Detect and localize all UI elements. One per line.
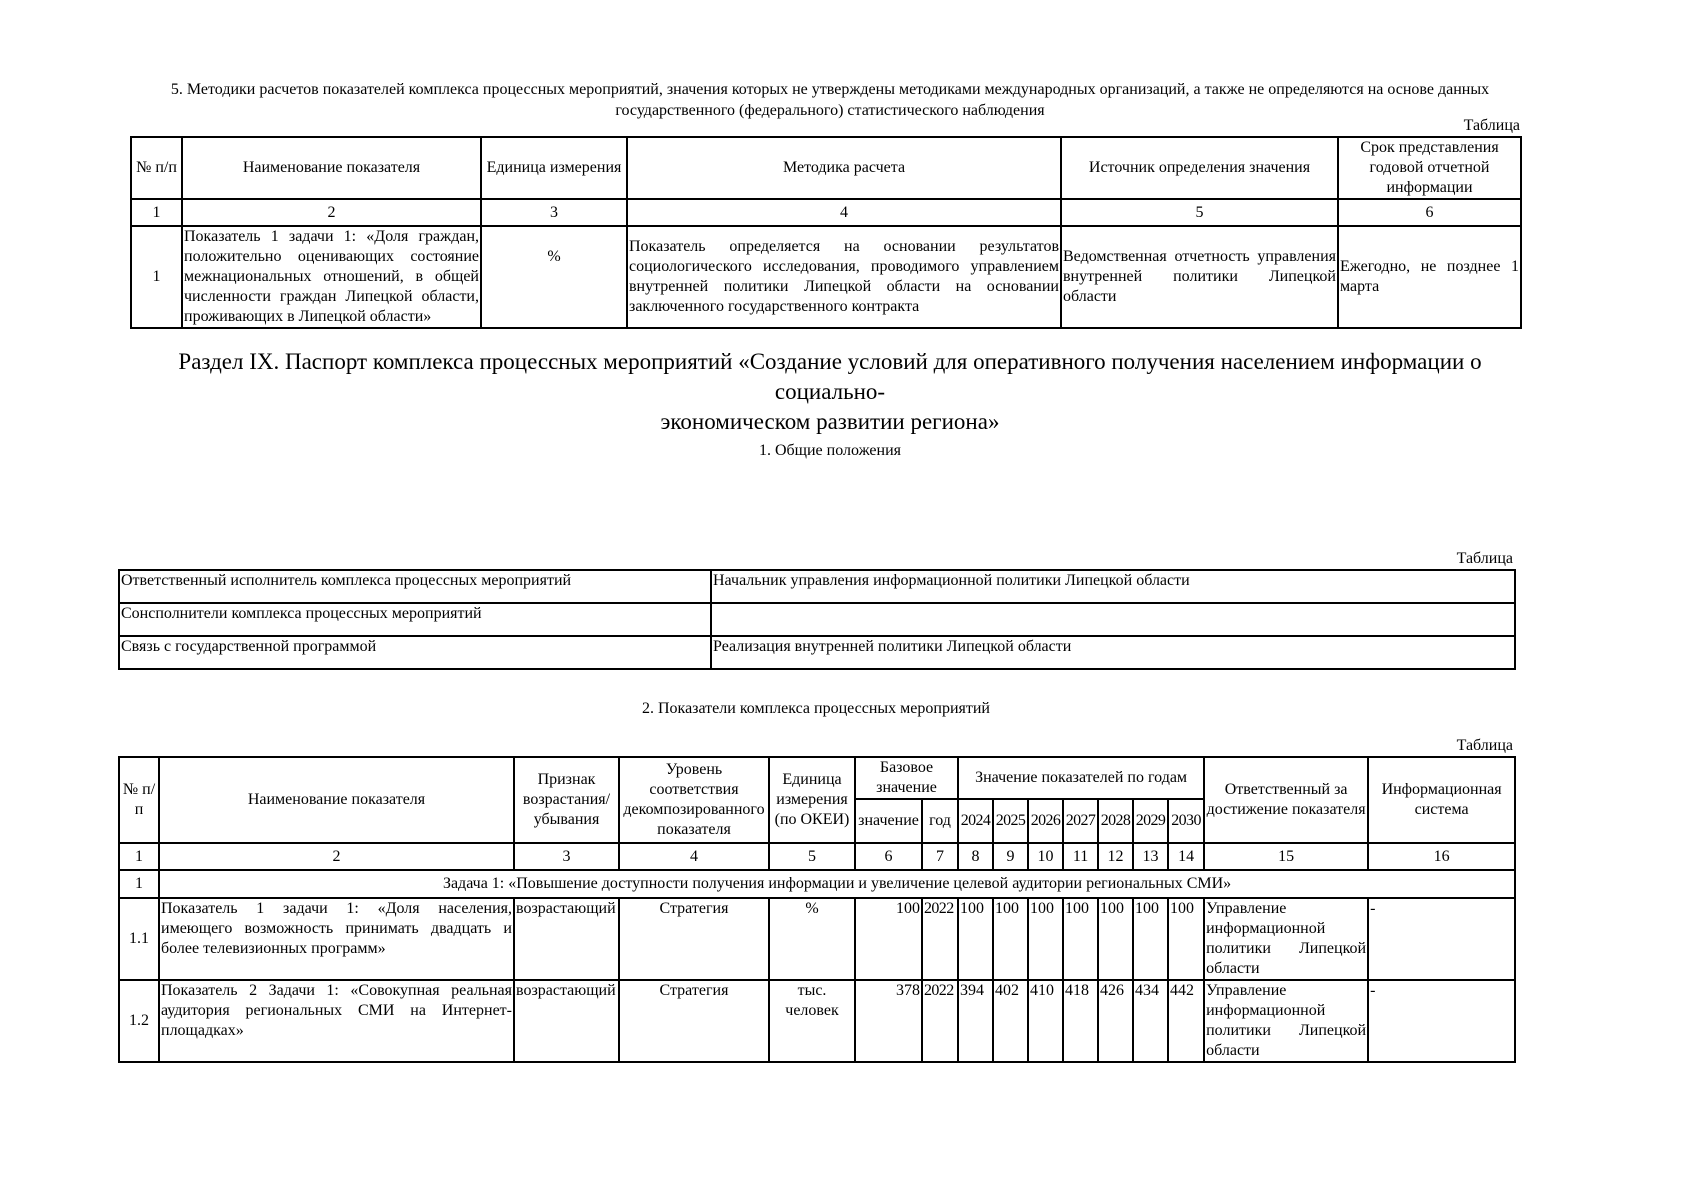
- indicators-header-level: Уровень соответствия декомпозированного показателя: [619, 757, 769, 843]
- methods-header-source: Источник определения значения: [1061, 137, 1338, 199]
- methods-colnum: 1: [131, 199, 182, 226]
- indicators-row-value: 442: [1168, 980, 1204, 1062]
- indicators-row-trend: возрастающий: [514, 980, 619, 1062]
- indicators-task-text: Задача 1: «Повышение доступности получения информации и увеличение целевой аудитории региональных СМИ»: [159, 870, 1515, 898]
- indicators-row-num: 1.1: [119, 898, 159, 980]
- indicators-colnum: 6: [855, 843, 922, 870]
- general-row-value: [711, 603, 1515, 636]
- indicators-colnum: 5: [769, 843, 855, 870]
- methods-table: [130, 136, 1522, 329]
- indicators-row-name: Показатель 1 задачи 1: «Доля населения, имеющего возможность принимать двадцать и более телевизионных программ»: [159, 898, 514, 980]
- indicators-header-year: 2025: [993, 799, 1028, 843]
- methods-colnum: 4: [627, 199, 1061, 226]
- indicators-row-value: 410: [1028, 980, 1063, 1062]
- methods-row-num: 1: [131, 226, 182, 328]
- indicators-row-unit: тыс. человек: [769, 980, 855, 1062]
- methods-caption-line1: 5. Методики расчетов показателей комплекса процессных мероприятий, значения которых не утверждены методиками международных организаций, а также не определяются на основе данных: [170, 81, 1490, 98]
- indicators-table-label: Таблица: [1456, 737, 1513, 754]
- indicators-row-value: 100: [958, 898, 993, 980]
- indicators-colnum: 10: [1028, 843, 1063, 870]
- indicators-table: [118, 756, 1516, 1063]
- indicators-header-year: 2030: [1168, 799, 1204, 843]
- indicators-header-years-group: Значение показателей по годам: [958, 757, 1204, 799]
- methods-caption-line2: государственного (федерального) статистического наблюдения: [615, 102, 1045, 119]
- methods-row-deadline: Ежегодно, не позднее 1 марта: [1338, 226, 1521, 328]
- indicators-row-value: 100: [1063, 898, 1098, 980]
- general-table-label: Таблица: [1456, 550, 1513, 567]
- indicators-row-level: Стратегия: [619, 898, 769, 980]
- indicators-row-value: 434: [1133, 980, 1168, 1062]
- methods-header-unit: Единица измерения: [481, 137, 627, 199]
- indicators-colnum: 2: [159, 843, 514, 870]
- methods-colnum: 2: [182, 199, 481, 226]
- general-row-label: Связь с государственной программой: [119, 636, 711, 669]
- indicators-row-value: 402: [993, 980, 1028, 1062]
- methods-row-source: Ведомственная отчетность управления внутренней политики Липецкой области: [1061, 226, 1338, 328]
- indicators-header-base-year: год: [922, 799, 958, 843]
- indicators-header-system: Информационная система: [1368, 757, 1515, 843]
- indicators-colnum: 8: [958, 843, 993, 870]
- indicators-row-trend: возрастающий: [514, 898, 619, 980]
- general-table: [118, 569, 1516, 670]
- indicators-task-num: 1: [119, 870, 159, 898]
- methods-row-unit: %: [481, 226, 627, 328]
- methods-colnum: 6: [1338, 199, 1521, 226]
- indicators-header-year: 2028: [1098, 799, 1133, 843]
- indicators-colnum: 1: [119, 843, 159, 870]
- indicators-header-trend: Признак возрастания/ убывания: [514, 757, 619, 843]
- indicators-row-value: 418: [1063, 980, 1098, 1062]
- indicators-colnum: 13: [1133, 843, 1168, 870]
- indicators-colnum: 11: [1063, 843, 1098, 870]
- general-row-label: Ответственный исполнитель комплекса процессных мероприятий: [119, 570, 711, 603]
- methods-header-num: № п/п: [131, 137, 182, 199]
- section-title-line1: Раздел IX. Паспорт комплекса процессных мероприятий «Создание условий для оперативного получения населением информации о социально-: [178, 349, 1482, 404]
- indicators-row-value: 100: [1098, 898, 1133, 980]
- indicators-row-base-year: 2022: [922, 980, 958, 1062]
- methods-header-name: Наименование показателя: [182, 137, 481, 199]
- indicators-colnum: 4: [619, 843, 769, 870]
- indicators-row-system: -: [1368, 980, 1515, 1062]
- indicators-colnum: 15: [1204, 843, 1368, 870]
- indicators-header-responsible: Ответственный за достижение показателя: [1204, 757, 1368, 843]
- methods-header-deadline: Срок представления годовой отчетной информации: [1338, 137, 1521, 199]
- methods-colnum: 5: [1061, 199, 1338, 226]
- methods-row-name: Показатель 1 задачи 1: «Доля граждан, положительно оценивающих состояние межнациональных отношений, в общей численности граждан Липецкой области, проживающих в Липецкой области»: [182, 226, 481, 328]
- indicators-caption: 2. Показатели комплекса процессных мероприятий: [641, 700, 990, 717]
- methods-header-method: Методика расчета: [627, 137, 1061, 199]
- indicators-row-base-value: 100: [855, 898, 922, 980]
- indicators-row-base-value: 378: [855, 980, 922, 1062]
- indicators-row-level: Стратегия: [619, 980, 769, 1062]
- indicators-row-value: 100: [1133, 898, 1168, 980]
- general-caption: 1. Общие положения: [758, 442, 902, 459]
- indicators-row-unit: %: [769, 898, 855, 980]
- indicators-row-value: 100: [993, 898, 1028, 980]
- indicators-colnum: 9: [993, 843, 1028, 870]
- general-row-value: Реализация внутренней политики Липецкой области: [711, 636, 1515, 669]
- indicators-header-base: Базовое значение: [855, 757, 958, 799]
- indicators-colnum: 14: [1168, 843, 1204, 870]
- general-row-value: Начальник управления информационной политики Липецкой области: [711, 570, 1515, 603]
- indicators-row-value: 394: [958, 980, 993, 1062]
- indicators-row-responsible: Управление информационной политики Липецкой области: [1204, 898, 1368, 980]
- indicators-row-system: -: [1368, 898, 1515, 980]
- indicators-header-year: 2027: [1063, 799, 1098, 843]
- indicators-row-value: 100: [1028, 898, 1063, 980]
- methods-row-method: Показатель определяется на основании результатов социологического исследования, проводимого управлением внутренней политики Липецкой области на основании заключенного государственного контракта: [627, 226, 1061, 328]
- indicators-row-responsible: Управление информационной политики Липецкой области: [1204, 980, 1368, 1062]
- indicators-row-name: Показатель 2 Задачи 1: «Совокупная реальная аудитория региональных СМИ на Интернет-площадках»: [159, 980, 514, 1062]
- indicators-header-base-value: значение: [855, 799, 922, 843]
- indicators-row-value: 100: [1168, 898, 1204, 980]
- indicators-header-unit: Единица измерения (по ОКЕИ): [769, 757, 855, 843]
- indicators-header-year: 2029: [1133, 799, 1168, 843]
- indicators-header-num: № п/п: [119, 757, 159, 843]
- indicators-header-year: 2024: [958, 799, 993, 843]
- indicators-header-name: Наименование показателя: [159, 757, 514, 843]
- indicators-header-year: 2026: [1028, 799, 1063, 843]
- indicators-row-value: 426: [1098, 980, 1133, 1062]
- indicators-colnum: 16: [1368, 843, 1515, 870]
- indicators-colnum: 3: [514, 843, 619, 870]
- indicators-row-base-year: 2022: [922, 898, 958, 980]
- methods-table-label: Таблица: [1463, 117, 1520, 134]
- indicators-colnum: 12: [1098, 843, 1133, 870]
- section-title-line2: экономическом развитии региона»: [660, 409, 1000, 434]
- general-row-label: Сонсполнители комплекса процессных мероприятий: [119, 603, 711, 636]
- methods-caption: [130, 79, 1530, 121]
- indicators-row-num: 1.2: [119, 980, 159, 1062]
- section-title: [130, 347, 1530, 437]
- methods-colnum: 3: [481, 199, 627, 226]
- indicators-colnum: 7: [922, 843, 958, 870]
